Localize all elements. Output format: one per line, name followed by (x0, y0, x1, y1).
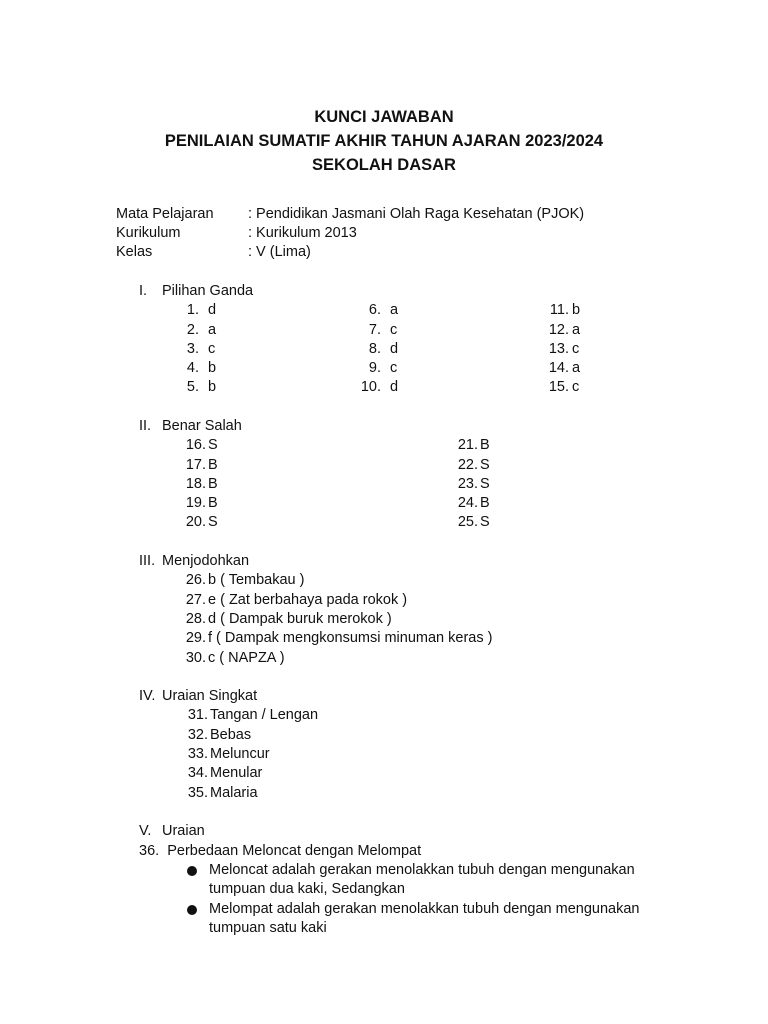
section-3-title: Menjodohkan (162, 553, 250, 569)
answer-value: f ( Dampak mengkonsumsi minuman keras ) (208, 630, 493, 646)
answer-number: 7. (368, 322, 381, 338)
answer-number: 10. (360, 379, 381, 395)
answer-number: 31. (187, 707, 208, 723)
answer-number: 29. (185, 630, 206, 646)
answer-number: 27. (185, 592, 206, 608)
answer-value: d (390, 379, 399, 395)
meta-value-curriculum: : Kurikulum 2013 (248, 225, 357, 241)
answer-value: S (480, 514, 490, 530)
answer-number: 25. (457, 514, 478, 530)
title-line-2: PENILAIAN SUMATIF AKHIR TAHUN AJARAN 2023/2024 (164, 132, 604, 150)
document-title (0, 105, 768, 177)
answer-value: S (480, 457, 490, 473)
answer-number: 33. (187, 746, 208, 762)
answer-value: b (208, 379, 217, 395)
answer-number: 20. (185, 514, 206, 530)
meta-label-curriculum: Kurikulum (116, 225, 181, 241)
answer-number: 24. (457, 495, 478, 511)
answer-number: 19. (185, 495, 206, 511)
answer-number: 3. (186, 341, 199, 357)
answer-value: c (390, 322, 398, 338)
answer-number: 30. (185, 650, 206, 666)
answer-number: 12. (548, 322, 569, 338)
section-5-numeral: V. (139, 823, 152, 839)
answer-value: B (480, 437, 490, 453)
section-2-numeral: II. (139, 418, 152, 434)
answer-number: 13. (548, 341, 569, 357)
answer-number: 35. (187, 785, 208, 801)
answer-value: c (572, 379, 580, 395)
answer-value: Malaria (210, 785, 258, 801)
meta-value-subject: : Pendidikan Jasmani Olah Raga Kesehatan (PJOK) (248, 206, 585, 222)
answer-value: b (208, 360, 217, 376)
title-line-3: SEKOLAH DASAR (312, 156, 456, 174)
answer-number: 26. (185, 572, 206, 588)
answer-number: 18. (185, 476, 206, 492)
answer-number: 22. (457, 457, 478, 473)
answer-value: S (208, 514, 218, 530)
answer-value: S (208, 437, 218, 453)
answer-number: 11. (549, 302, 569, 318)
section-1-title: Pilihan Ganda (162, 283, 254, 299)
section-4-numeral: IV. (139, 688, 156, 704)
meta-label-subject: Mata Pelajaran (116, 206, 214, 222)
answer-value: S (480, 476, 490, 492)
answer-value: B (208, 495, 218, 511)
answer-number: 34. (187, 765, 208, 781)
essay-question: 36. Perbedaan Meloncat dengan Melompat (139, 843, 422, 859)
answer-number: 17. (185, 457, 206, 473)
answer-value: Meluncur (210, 746, 270, 762)
answer-value: a (572, 322, 581, 338)
answer-number: 32. (187, 727, 208, 743)
section-5-title: Uraian (162, 823, 205, 839)
answer-number: 28. (185, 611, 206, 627)
answer-number: 9. (368, 360, 381, 376)
answer-value: b (572, 302, 581, 318)
answer-value: d ( Dampak buruk merokok ) (208, 611, 392, 627)
answer-value: a (208, 322, 217, 338)
section-4-title: Uraian Singkat (162, 688, 258, 704)
answer-number: 21. (457, 437, 478, 453)
answer-number: 6. (368, 302, 381, 318)
section-2-title: Benar Salah (162, 418, 242, 434)
section-1-numeral: I. (139, 283, 148, 299)
answer-value: c ( NAPZA ) (208, 650, 285, 666)
answer-value: e ( Zat berbahaya pada rokok ) (208, 592, 408, 608)
answer-number: 5. (186, 379, 199, 395)
answer-number: 15. (548, 379, 569, 395)
answer-number: 1. (186, 302, 199, 318)
answer-value: b ( Tembakau ) (208, 572, 305, 588)
answer-value: d (208, 302, 217, 318)
answer-value: c (572, 341, 580, 357)
bullet-dot-icon (187, 905, 197, 915)
answer-value: a (572, 360, 581, 376)
meta-label-class: Kelas (116, 244, 153, 260)
answer-value: B (208, 457, 218, 473)
answer-value: a (390, 302, 399, 318)
answer-value: d (390, 341, 399, 357)
answer-value: c (208, 341, 216, 357)
answer-value: B (480, 495, 490, 511)
answer-value: c (390, 360, 398, 376)
answer-value: Menular (210, 765, 263, 781)
answer-number: 2. (186, 322, 199, 338)
answer-number: 16. (185, 437, 206, 453)
answer-number: 8. (368, 341, 381, 357)
answer-number: 14. (548, 360, 569, 376)
essay-bullet-1: Meloncat adalah gerakan menolakkan tubuh dengan mengunakan tumpuan dua kaki, Sedangkan (209, 862, 635, 898)
meta-value-class: : V (Lima) (248, 244, 311, 260)
answer-number: 23. (457, 476, 478, 492)
answer-value: Bebas (210, 727, 252, 743)
answer-value: B (208, 476, 218, 492)
section-3-numeral: III. (139, 553, 156, 569)
answer-number: 4. (186, 360, 199, 376)
answer-value: Tangan / Lengan (210, 707, 319, 723)
bullet-dot-icon (187, 866, 197, 876)
title-line-1: KUNCI JAWABAN (314, 108, 454, 126)
essay-bullet-2: Melompat adalah gerakan menolakkan tubuh dengan mengunakan tumpuan satu kaki (209, 901, 640, 937)
